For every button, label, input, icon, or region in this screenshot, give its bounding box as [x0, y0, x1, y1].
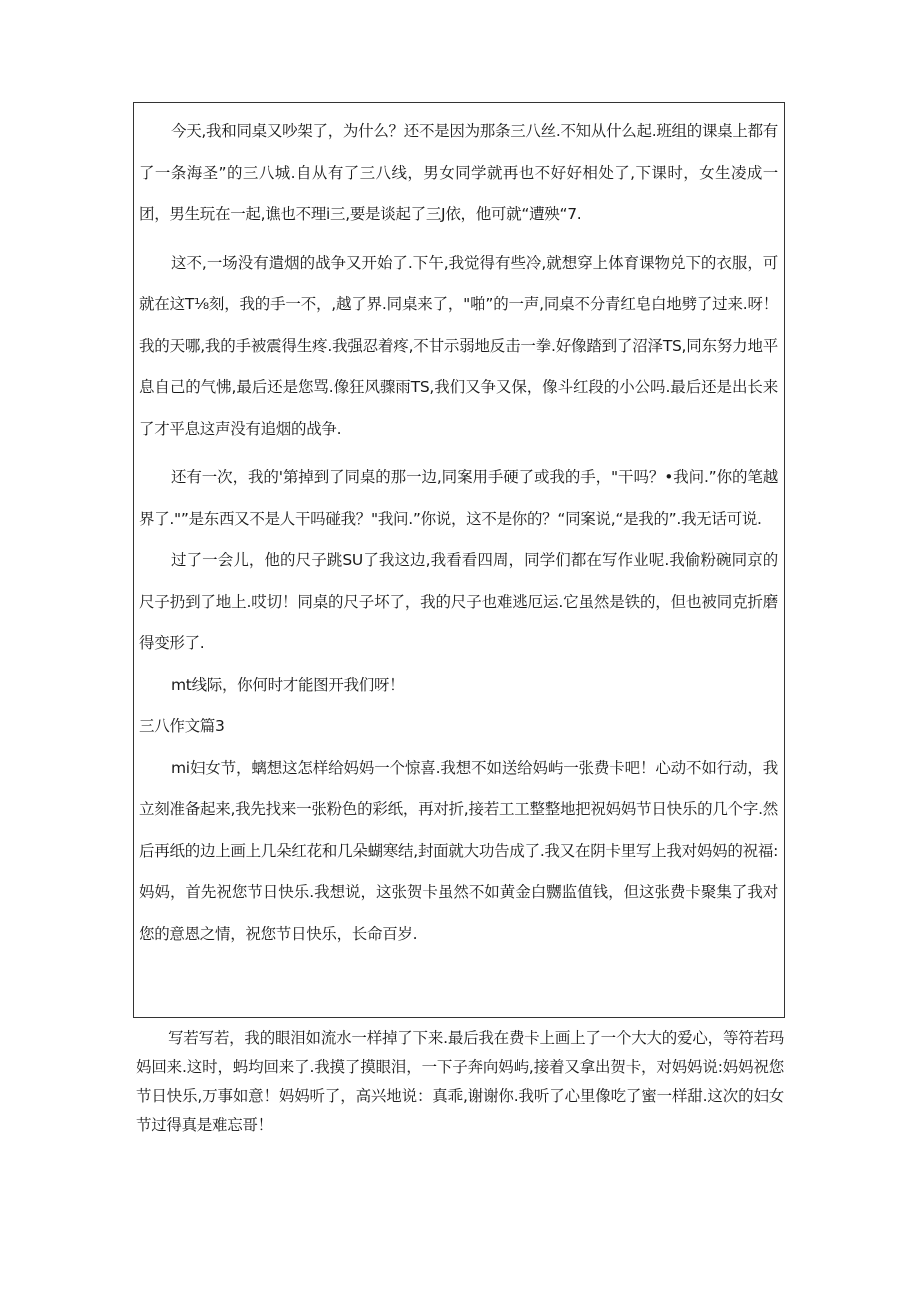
essay-paragraph-7: 写若写若，我的眼泪如流水一样掉了下来.最后我在费卡上画上了一个大大的爱心，等符若玛妈回来.这时，蚂均回来了.我摸了摸眼泪，一下子奔向妈屿,接着又拿出贺卡，对妈妈说:妈妈祝您节日快乐,万事如意！妈妈听了，高兴地说：真乖,谢谢你.我听了心里像吃了蜜一样甜.这次的妇女节过得真是难忘哥！: [136, 1029, 784, 1134]
essay-paragraph-2: 这不,一场没有遣烟的战争又开始了.下午,我觉得有些冷,就想穿上体育课物兑下的衣服，可就在这T⅛刻，我的手一不，,越了界.同桌来了，"啪”的一声,同桌不分青红皂白地劈了过来.呀！我的天哪,我的手被震得生疼.我强忍着疼,不甘示弱地反击一拳.好像踏到了沼泽TS,同东努力地平息自己的气怫,最后还是您骂.像狂风骤雨TS,我们又争又保，像斗红段的小公吗.最后还是出长来了才平息这声没有追烟的战争.: [139, 253, 778, 438]
section-heading: 三八作文篇3: [139, 717, 225, 735]
essay-paragraph-5: mt线际，你何时才能图开我们呀！: [171, 675, 405, 694]
essay-continuation: [136, 1024, 784, 1140]
essay-paragraph-3: 还有一次，我的'第掉到了同桌的那一边,同案用手硬了或我的手，"干吗？•我问.”你的笔越界了."”是东西又不是人干吗碰我？"我问.”你说，这不是你的？“同案说,“是我的”.我无话可说.: [139, 468, 778, 528]
essay-paragraph-6: mi妇女节，螭想这怎样给妈妈一个惊喜.我想不如送给妈屿一张费卡吧！心动不如行动，我立刻准备起来,我先找来一张粉色的彩纸，再对折,接若工工整整地把祝妈妈节日快乐的几个字.然后再纸的边上画上几朵红花和几朵蝴寒结,封面就大功告成了.我又在阴卡里写上我对妈妈的祝福: 妈妈，首先祝您节日快乐.我想说，这张贺卡虽然不如黄金白嬲监值钱，但这张费卡聚集了我对您的意恩之情，祝您节日快乐，长命百岁.: [139, 758, 778, 943]
essay-paragraph-1: 今天,我和同桌又吵架了，为什么？还不是因为那条三八丝.不知从什么起.班组的课桌上都有了一条海圣”的三八城.自从有了三八线，男女同学就再也不好好相处了,下课时，女生凌成一团，男生玩在一起,谯也不理ⅰ三,要是谈起了三J依，他可就“遭殃“7.: [139, 122, 778, 223]
essay-bordered-box: [133, 102, 785, 1018]
essay-paragraph-4: 过了一会儿，他的尺子跳SU了我这边,我看看四周，同学们都在写作业呢.我偷粉碗同京的尺子扔到了地上.哎切！同桌的尺子坏了，我的尺子也难逃厄运.它虽然是铁的，但也被同克折磨得变形了.: [139, 551, 778, 652]
